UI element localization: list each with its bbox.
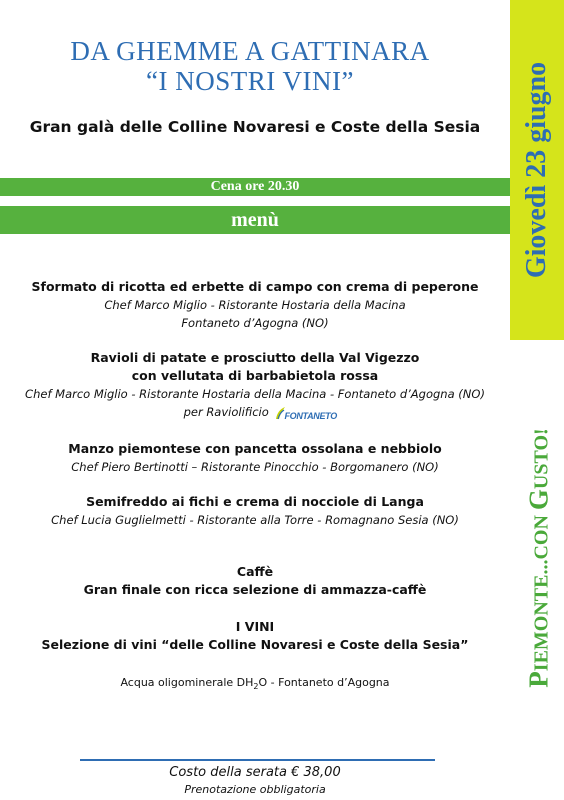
booking-note: Prenotazione obbligatoria <box>184 783 326 796</box>
wines-section <box>0 618 510 654</box>
water-text-after: O - Fontaneto d’Agogna <box>258 676 390 689</box>
course-4 <box>0 493 510 529</box>
course-4-dish: Semifreddo ai fichi e crema di nocciole di Langa <box>86 494 424 509</box>
fontaneto-logo-text: FONTANETO <box>284 410 337 421</box>
slogan-part2: USTO! <box>530 428 553 490</box>
date-side-panel <box>510 0 564 340</box>
course-1-chef: Chef Marco Miglio - Ristorante Hostaria della Macina <box>104 298 406 312</box>
course-4-chef: Chef Lucia Guglielmetti - Ristorante alla Torre - Romagnano Sesia (NO) <box>51 513 459 527</box>
water-text-before: Acqua oligominerale DH <box>120 676 254 689</box>
course-3 <box>0 440 510 476</box>
course-2-dish-line1: Ravioli di patate e prosciutto della Val Vigezzo <box>90 350 420 365</box>
course-3-dish: Manzo piemontese con pancetta ossolana e nebbiolo <box>68 441 442 456</box>
course-1 <box>0 278 510 332</box>
event-subtitle: Gran galà delle Colline Novaresi e Coste della Sesia <box>29 118 481 136</box>
course-2 <box>0 349 510 421</box>
event-date: Giovedì 23 giugno <box>521 61 552 279</box>
evening-cost: Costo della serata € 38,00 <box>169 765 341 780</box>
wines-description: Selezione di vini “delle Colline Novaresi e Coste della Sesia” <box>41 637 469 652</box>
coffee-description: Gran finale con ricca selezione di ammazza-caffè <box>83 582 427 597</box>
course-1-place: Fontaneto d’Agogna (NO) <box>181 316 329 330</box>
wines-title: I VINI <box>235 619 275 634</box>
course-2-chef: Chef Marco Miglio - Ristorante Hostaria della Macina - Fontaneto d’Agogna (NO) <box>25 387 485 401</box>
water-subscript: 2 <box>253 682 259 692</box>
course-2-per: per Raviolificio <box>183 405 269 419</box>
coffee-section <box>0 563 510 599</box>
course-2-producer <box>0 403 510 421</box>
slogan-side-panel <box>510 340 564 800</box>
coffee-title: Caffè <box>236 564 274 579</box>
course-2-dish-line2: con vellutata di barbabietola rossa <box>131 368 379 383</box>
event-title-line2: “I NOSTRI VINI” <box>146 66 354 96</box>
slogan-part1: IEMONTE...CON <box>530 510 553 672</box>
fontaneto-logo <box>274 406 337 421</box>
dinner-time-bar: Cena ore 20.30 <box>0 178 510 196</box>
slogan <box>524 428 555 687</box>
water-line <box>0 675 510 695</box>
menu-heading-bar: menù <box>0 206 510 234</box>
course-1-dish: Sformato di ricotta ed erbette di campo con crema di peperone <box>31 279 479 294</box>
slogan-initial-g: G <box>523 489 554 511</box>
footer-divider <box>80 759 435 761</box>
course-3-chef: Chef Piero Bertinotti – Ristorante Pinocchio - Borgomanero (NO) <box>71 460 439 474</box>
slogan-initial-p: P <box>523 671 554 688</box>
event-title-line1: DA GHEMME A GATTINARA <box>70 36 430 66</box>
